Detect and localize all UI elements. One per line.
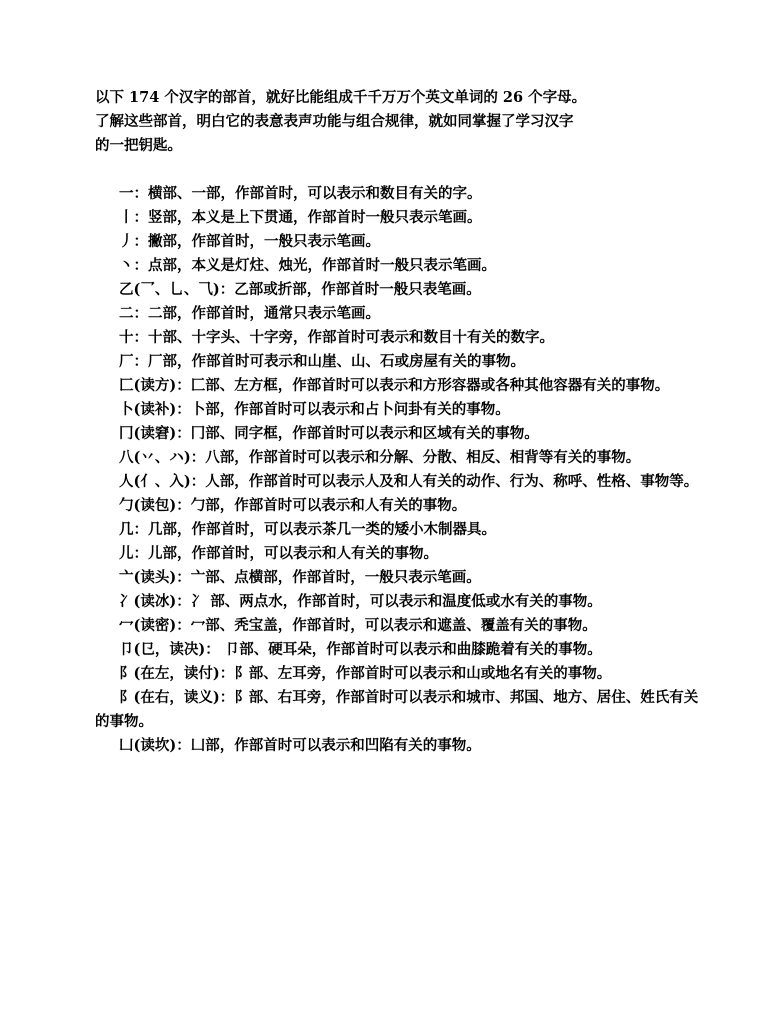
radical-entry: 亠(读头)：亠部、点横部，作部首时，一般只表示笔画。 (119, 569, 481, 586)
radical-entry: 勹(读包)：勹部，作部首时可以表示和人有关的事物。 (119, 497, 467, 514)
intro-paragraph (95, 86, 705, 158)
radical-entry: 人(亻、入)：人部，作部首时可以表示人及和人有关的动作、行为、称呼、性格、事物等。 (119, 473, 699, 490)
radical-entry: 丿：撇部，作部首时，一般只表示笔画。 (119, 233, 380, 250)
radical-entry: 冫(读冰)：冫 部、两点水，作部首时，可以表示和温度低或水有关的事物。 (119, 593, 602, 610)
paragraph-spacer (95, 158, 705, 182)
radical-entry: 乙(乛、乚、⺄)：乙部或折部，作部首时一般只表笔画。 (119, 281, 481, 298)
radical-entry: 冂(读窘)：冂部、同字框，作部首时可以表示和区域有关的事物。 (119, 425, 539, 442)
radical-entry: 几：几部，作部首时，可以表示茶几一类的矮小木制器具。 (119, 521, 496, 538)
intro-line: 以下 174 个汉字的部首，就好比能组成千千万万个英文单词的 26 个字母。 (95, 89, 587, 106)
radical-entry: 丨：竖部，本义是上下贯通，作部首时一般只表示笔画。 (119, 209, 482, 226)
radical-entry: 一：横部、一部，作部首时，可以表示和数目有关的字。 (119, 185, 482, 202)
radical-entry: 冖(读密)：冖部、秃宝盖，作部首时，可以表示和遮盖、覆盖有关的事物。 (119, 617, 597, 634)
radical-entry: 厂：厂部，作部首时可表示和山崖、山、石或房屋有关的事物。 (119, 353, 525, 370)
radical-entry: 阝(在右，读义)：阝部、右耳旁，作部首时可以表示和城市、邦国、地方、居住、姓氏有关的事物。 (95, 689, 699, 730)
radical-entry: 卜(读补)：卜部，作部首时可以表示和占卜问卦有关的事物。 (119, 401, 510, 418)
intro-line: 的一把钥匙。 (95, 137, 182, 154)
radical-entry: 凵(读坎)：凵部，作部首时可以表示和凹陷有关的事物。 (119, 737, 481, 754)
intro-line: 了解这些部首，明白它的表意表声功能与组合规律，就如同掌握了学习汉字 (95, 113, 574, 130)
radical-entry: 丶：点部，本义是灯炷、烛光，作部首时一般只表示笔画。 (119, 257, 496, 274)
radical-list (95, 182, 705, 758)
radical-entry: 阝(在左，读付)：阝部、左耳旁，作部首时可以表示和山或地名有关的事物。 (119, 665, 612, 682)
radical-entry: 二：二部，作部首时，通常只表示笔画。 (119, 305, 380, 322)
radical-entry: 儿：儿部，作部首时，可以表示和人有关的事物。 (119, 545, 438, 562)
radical-entry: 匚(读方)：匚部、左方框，作部首时可以表示和方形容器或各种其他容器有关的事物。 (119, 377, 670, 394)
document-body (95, 86, 705, 758)
radical-entry: 卩(㔾，读决)： 卩部、硬耳朵，作部首时可以表示和曲膝跪着有关的事物。 (119, 641, 602, 658)
radical-entry: 八(丷、ハ)：八部，作部首时可以表示和分解、分散、相反、相背等有关的事物。 (119, 449, 641, 466)
radical-entry: 十：十部、十字头、十字旁，作部首时可表示和数目十有关的数字。 (119, 329, 554, 346)
